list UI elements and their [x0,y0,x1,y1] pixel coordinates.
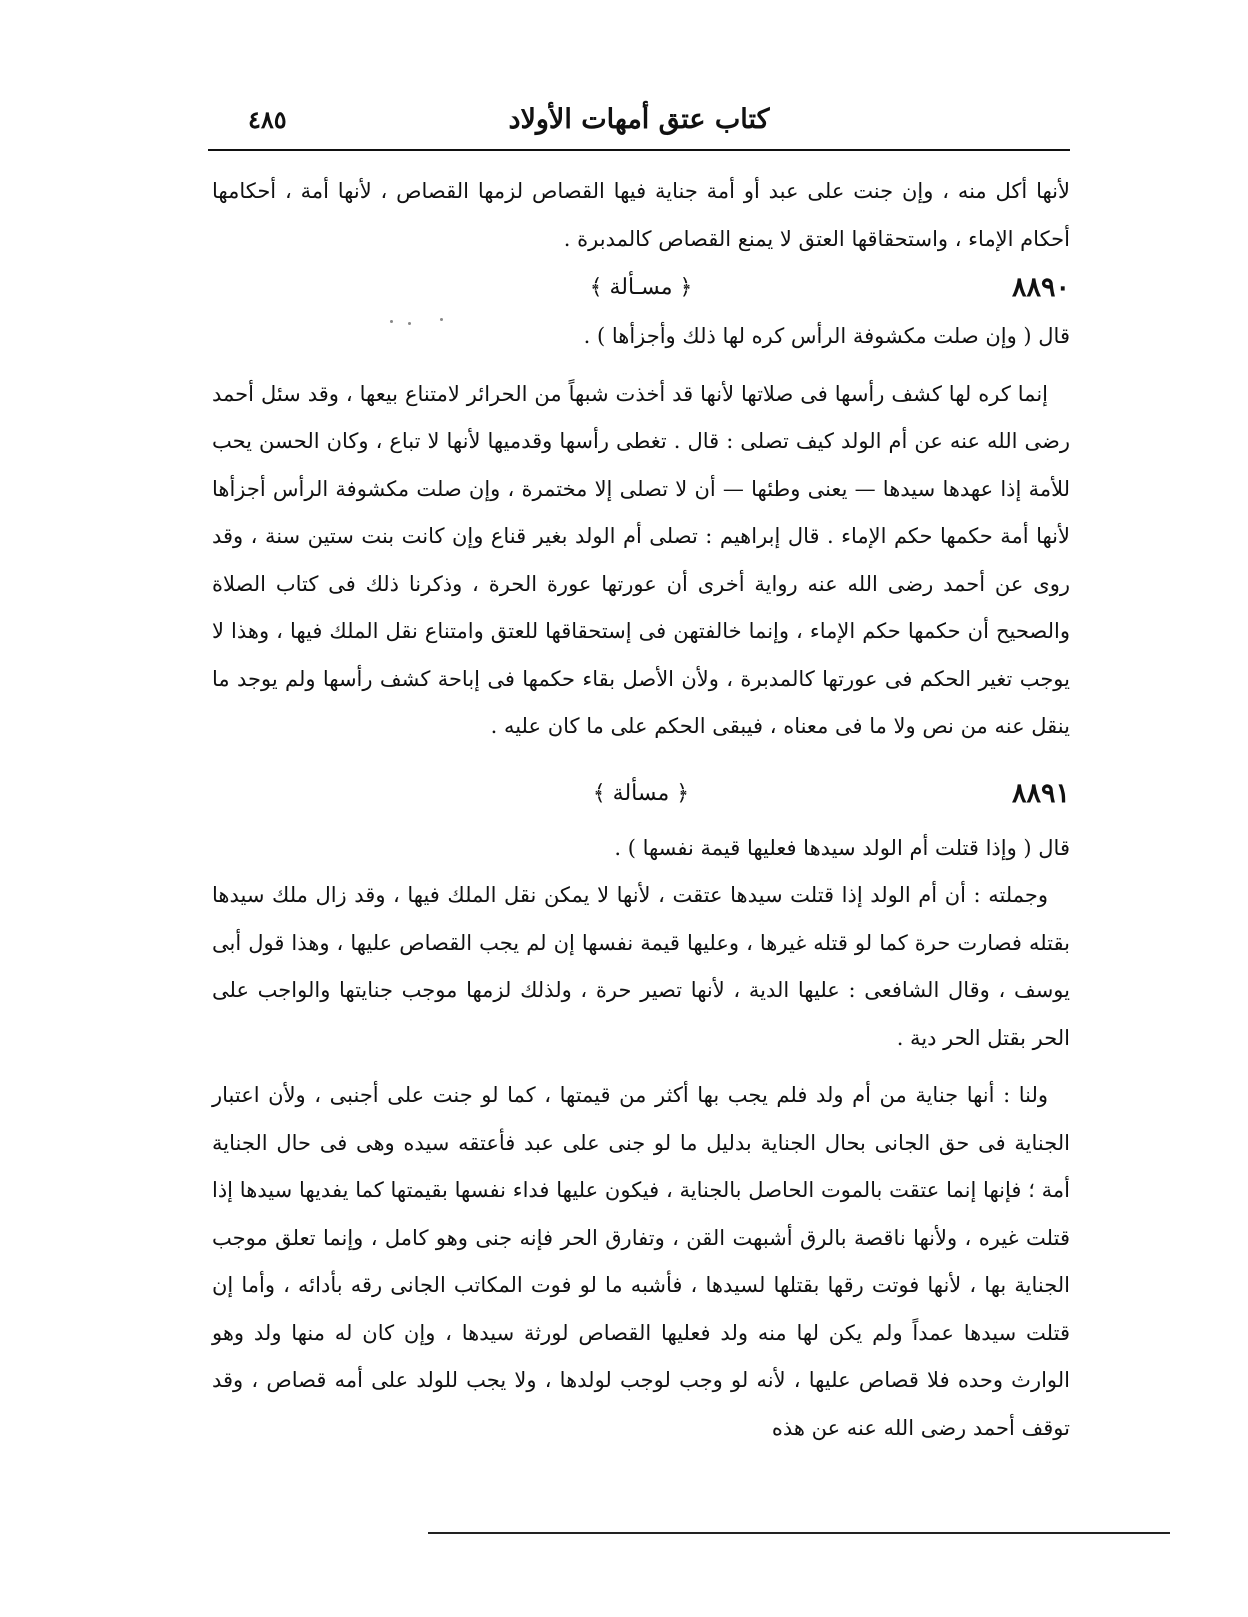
masala-label: ﴿ مسـألة ﴾ [589,275,693,300]
page-number: ٤٨٥ [248,105,287,134]
masala-heading-8891 [212,769,1070,819]
paragraph-commentary: إنما كره لها كشف رأسها فى صلاتها لأنها قد أخذت شبهاً من الحرائر لامتناع بيعها ، وقد سئل أحمد رضى الله عنه عن أم الولد كيف تصلى : قال . تغطى رأسها وقدميها لأنها لا تباع ، وكان الحسن يحب للأمة إذا عهدها سيدها — يعنى وطئها — أن لا تصلى إلا مختمرة ، وإن صلت مكشوفة الرأس أجزأها لأنها أمة حكمها حكم الإماء . قال إبراهيم : تصلى أم الولد بغير قناع وإن كانت بنت ستين سنة ، وقد روى عن أحمد رضى الله عنه رواية أخرى أن عورتها عورة الحرة ، وذكرنا ذلك فى كتاب الصلاة والصحيح أن حكمها حكم الإماء ، وإنما خالفتهن فى إستحقاقها للعتق وامتناع نقل الملك فيها ، وهذا لا يوجب تغير الحكم فى عورتها كالمدبرة ، ولأن الأصل بقاء حكمها فى إباحة كشف رأسها ولم يوجد ما ينقل عنه من نص ولا ما فى معناه ، فيبقى الحكم على ما كان عليه . [212,381,1070,738]
masala-label: ﴿ مسألة ﴾ [592,780,690,806]
scan-speck [440,318,443,321]
paragraph-summary: وجملته : أن أم الولد إذا قتلت سيدها عتقت ، لأنها لا يمكن نقل الملك فيها ، وقد زال ملك سيدها بقتله فصارت حرة كما لو قتله غيرها ، وعليها قيمة نفسها إن لم يجب القصاص عليها ، وهذا قول أبى يوسف ، وقال الشافعى : عليها الدية ، لأنها تصير حرة ، ولذلك لزمها موجب جنايتها والواجب على الحر بقتل الحر دية . [212,883,1070,1050]
running-title: كتاب عتق أمهات الأولاد [508,104,770,135]
masala-text: قال ( وإن صلت مكشوفة الرأس كره لها ذلك وأجزأها ) . [583,324,1070,348]
paragraph-argument: ولنا : أنها جناية من أم ولد فلم يجب بها أكثر من قيمتها ، كما لو جنت على أجنبى ، ولأن اعتبار الجناية فى حق الجانى بحال الجناية بدليل ما لو جنى على عبد فأعتقه سيده وهى فى حال الجناية أمة ؛ فإنها إنما عتقت بالموت الحاصل بالجناية ، فيكون عليها فداء نفسها بقيمتها كما يفديها سيدها إذا قتلت غيره ، ولأنها ناقصة بالرق أشبهت القن ، وتفارق الحر فإنه جنى وهو كامل ، وإنما تعلق موجب الجناية بها ، لأنها فوتت رقها بقتلها لسيدها ، فأشبه ما لو فوت المكاتب الجانى رقه بأدائه ، وأما إن قتلت سيدها عمداً ولم يكن لها منه ولد فعليها القصاص لورثة سيدها ، وإن كان له منها ولد وهو الوارث وحده فلا قصاص عليها ، لأنه لو وجب لوجب لولدها ، ولا يجب للولد على أمه قصاص ، وقد توقف أحمد رضى الله عنه عن هذه [212,1083,1070,1440]
masala-heading-8890 [212,263,1070,313]
page-body [212,168,1070,1452]
masala-number: ٨٨٩١ [1011,777,1070,809]
page-header [210,100,1068,146]
masala-number: ٨٨٩٠ [1011,272,1070,303]
scan-speck [408,322,411,325]
header-rule [208,149,1070,151]
paragraph-opening: لأنها أكل منه ، وإن جنت على عبد أو أمة جناية فيها القصاص لزمها القصاص ، لأنها أمة ، أحكامها أحكام الإماء ، واستحقاقها العتق لا يمنع القصاص كالمدبرة . [212,179,1070,251]
footer-rule [428,1532,1170,1534]
scan-speck [390,320,393,323]
masala-text: قال ( وإذا قتلت أم الولد سيدها فعليها قيمة نفسها ) . [614,835,1070,860]
